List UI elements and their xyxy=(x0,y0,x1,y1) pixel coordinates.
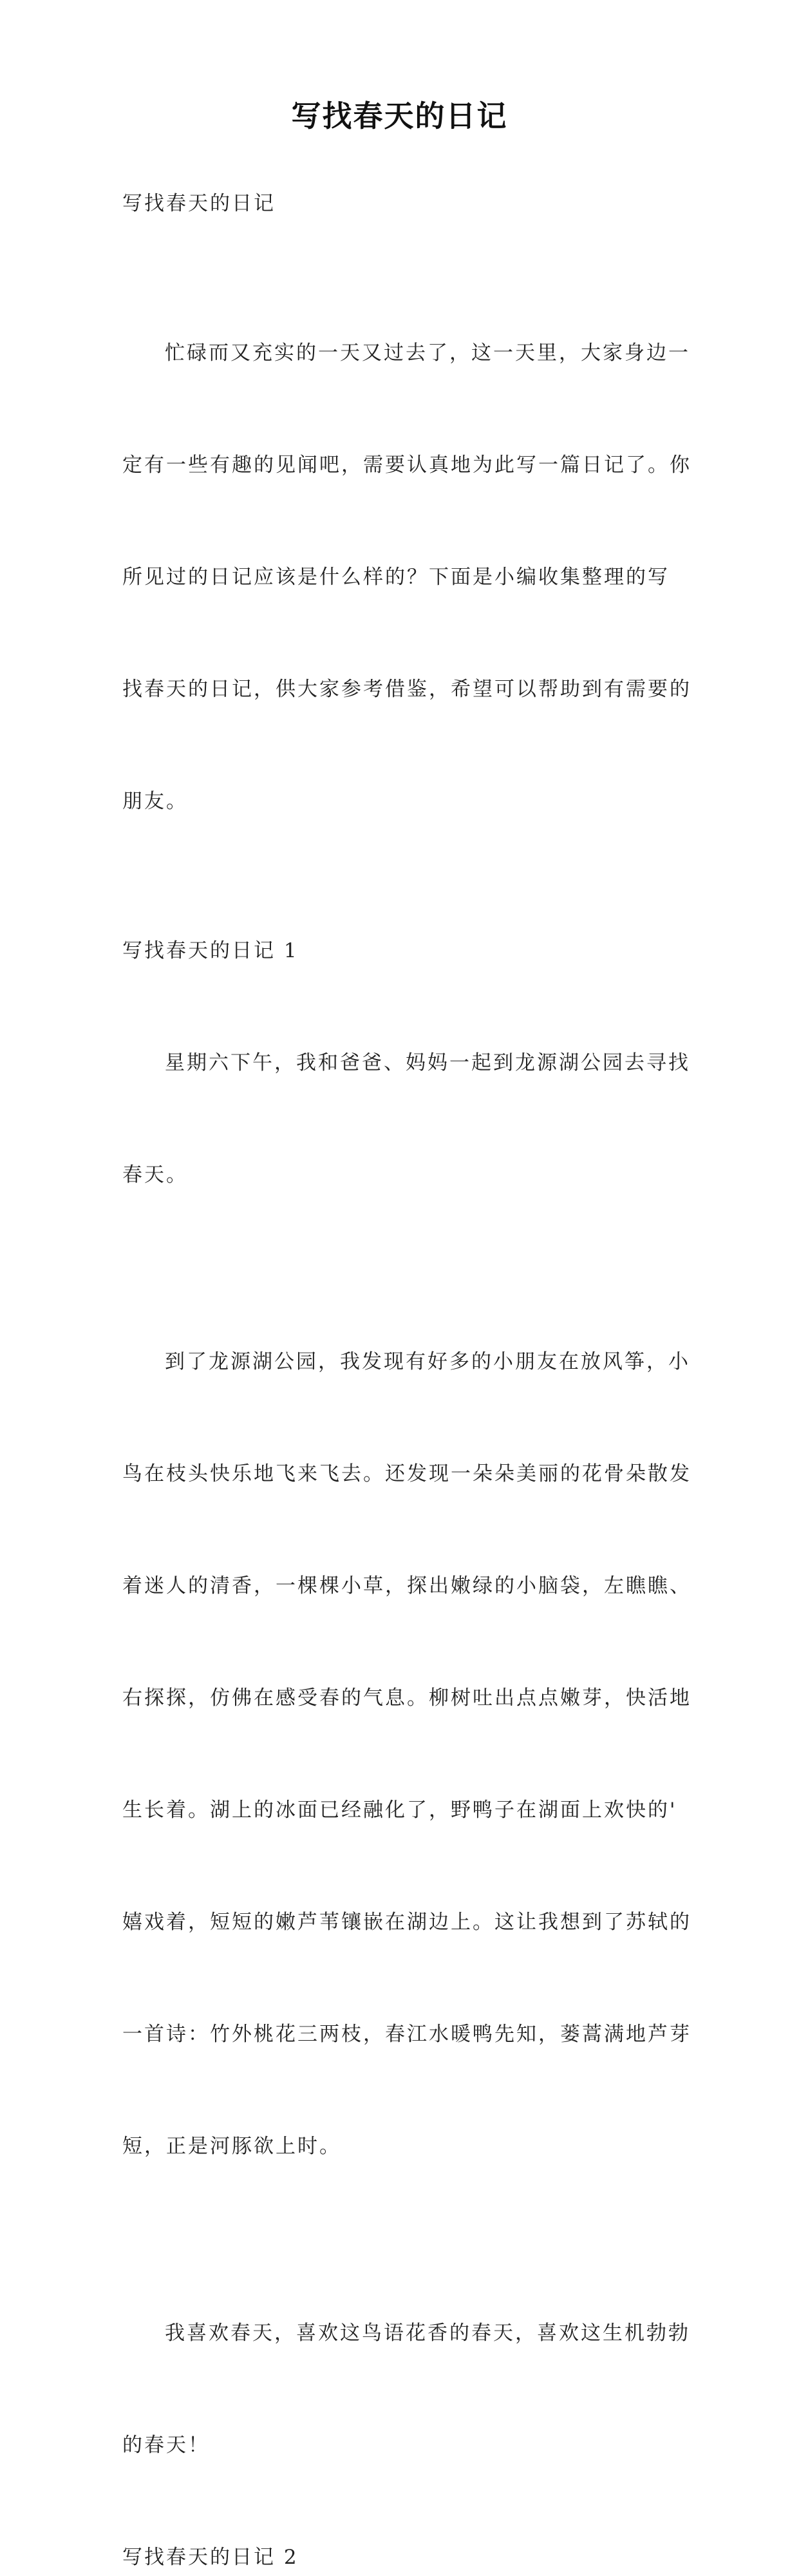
subtitle: 写找春天的日记 xyxy=(122,192,276,215)
paragraph-line: 的春天！ xyxy=(122,2434,210,2457)
paragraph-line: 右探探，仿佛在感受春的气息。柳树吐出点点嫩芽，快活地 xyxy=(122,1686,691,1710)
paragraph-line: 生长着。湖上的冰面已经融化了，野鸭子在湖面上欢快的' xyxy=(122,1798,677,1822)
paragraph-line: 着迷人的清香，一棵棵小草，探出嫩绿的小脑袋，左瞧瞧、 xyxy=(122,1574,691,1598)
intro-line: 忙碌而又充实的一天又过去了，这一天里，大家身边一 xyxy=(165,341,690,365)
section-1-heading: 写找春天的日记 1 xyxy=(122,939,299,962)
paragraph-line: 鸟在枝头快乐地飞来飞去。还发现一朵朵美丽的花骨朵散发 xyxy=(122,1462,691,1485)
section-1-paragraph-3 xyxy=(122,2240,689,2539)
spacer xyxy=(122,222,689,260)
intro-paragraph xyxy=(122,260,689,895)
paragraph-line: 星期六下午，我和爸爸、妈妈一起到龙源湖公园去寻找 xyxy=(165,1051,690,1074)
paragraph-line: 我喜欢春天，喜欢这鸟语花香的春天，喜欢这生机勃勃 xyxy=(165,2322,690,2345)
spacer xyxy=(122,895,689,932)
intro-line: 定有一些有趣的见闻吧，需要认真地为此写一篇日记了。你 xyxy=(122,453,691,477)
paragraph-line: 一首诗：竹外桃花三两枝，春江水暖鸭先知，蒌蒿满地芦芽 xyxy=(122,2023,691,2046)
document-body xyxy=(122,185,689,2576)
intro-line: 所见过的日记应该是什么样的？下面是小编收集整理的写 xyxy=(122,566,670,589)
section-1-paragraph-2 xyxy=(122,1268,689,2240)
paragraph-line: 短，正是河豚欲上时。 xyxy=(122,2135,341,2158)
paragraph-line: 春天。 xyxy=(122,1163,188,1187)
document-title: 写找春天的日记 xyxy=(291,99,508,133)
intro-line: 朋友。 xyxy=(122,790,188,813)
section-2-heading: 写找春天的日记 2 xyxy=(122,2546,299,2569)
section-1-paragraph-1 xyxy=(122,969,689,1268)
intro-line: 找春天的日记，供大家参考借鉴，希望可以帮助到有需要的 xyxy=(122,678,691,701)
paragraph-line: 嬉戏着，短短的嫩芦苇镶嵌在湖边上。这让我想到了苏轼的 xyxy=(122,1911,691,1934)
paragraph-line: 到了龙源湖公园，我发现有好多的小朋友在放风筝，小 xyxy=(165,1350,690,1373)
